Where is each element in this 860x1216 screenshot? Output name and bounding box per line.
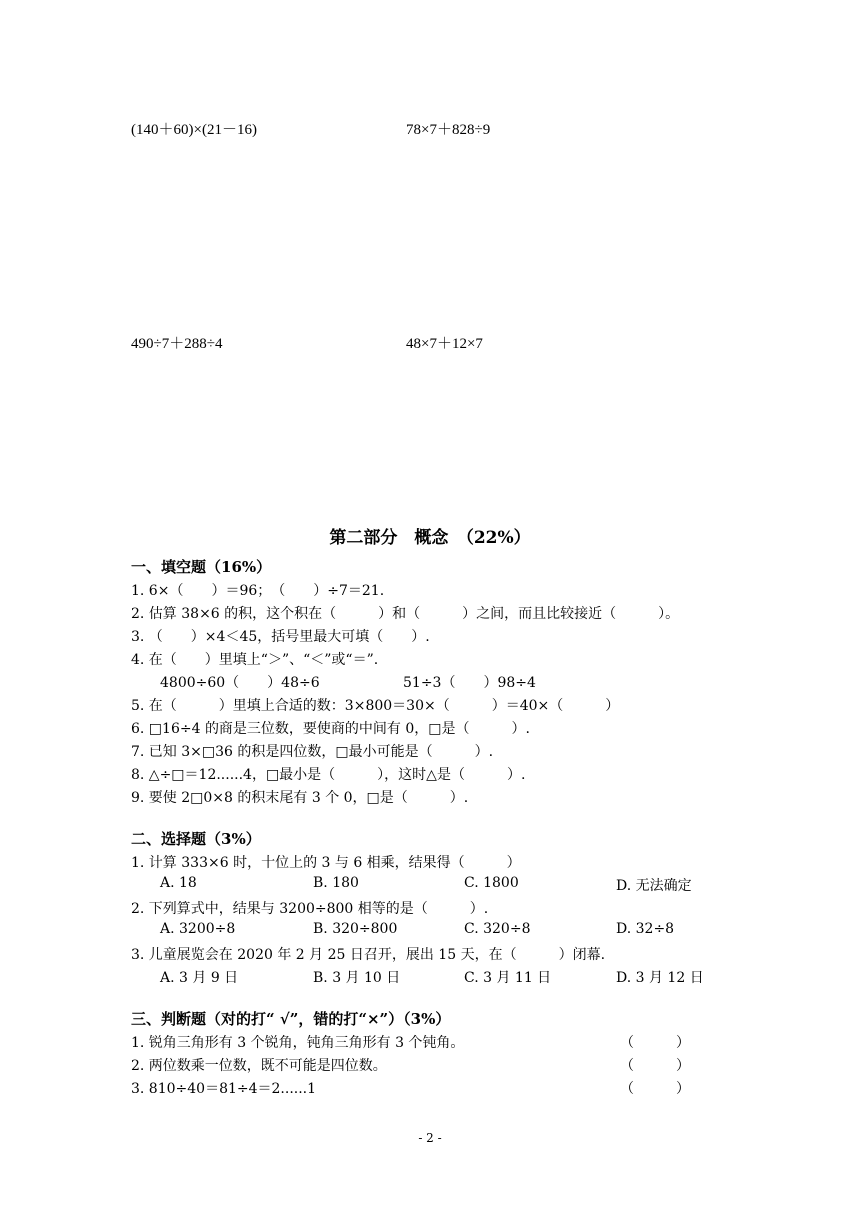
fill-item-5: 5. 在（ ）里填上合适的数：3×800＝30×（ ）＝40×（ ）	[131, 698, 620, 714]
part-title: 第二部分 概念 （22%）	[329, 528, 531, 548]
fill-item-4b: 51÷3（ ）98÷4	[403, 675, 536, 691]
fill-item-2: 2. 估算 38×6 的积，这个积在（ ）和（ ）之间，而且比较接近（ ）。	[131, 606, 680, 622]
choice-q2-opt-d: D. 32÷8	[616, 921, 675, 937]
choice-q3-opt-a: A. 3 月 9 日	[160, 970, 239, 986]
judge-item-1: 1. 锐角三角形有 3 个锐角，钝角三角形有 3 个钝角。	[131, 1035, 465, 1051]
judge-bracket-3: （ ）	[620, 1081, 690, 1097]
calc-expr-2: 78×7＋828÷9	[406, 122, 491, 138]
fill-item-1: 1. 6×（ ）＝96； （ ）÷7＝21.	[131, 583, 385, 599]
choice-q2-opt-b: B. 320÷800	[313, 921, 398, 937]
judge-heading: 三、判断题（对的打“ √”，错的打“×”）（3%）	[131, 1010, 451, 1028]
choice-q1-opt-d: D. 无法确定	[616, 878, 692, 894]
choice-q3-opt-c: C. 3 月 11 日	[464, 970, 552, 986]
fill-item-4: 4. 在（ ）里填上“＞”、“＜”或“＝”.	[131, 652, 379, 668]
choice-q3-opt-d: D. 3 月 12 日	[616, 970, 704, 986]
fill-item-6: 6. □16÷4 的商是三位数，要使商的中间有 0，□是（ ）.	[131, 721, 530, 737]
fill-item-7: 7. 已知 3×□36 的积是四位数，□最小可能是（ ）.	[131, 744, 494, 760]
calc-expr-4: 48×7＋12×7	[406, 336, 483, 352]
judge-bracket-1: （ ）	[620, 1035, 690, 1051]
choice-q1-opt-a: A. 18	[160, 875, 197, 891]
choice-q3: 3. 儿童展览会在 2020 年 2 月 25 日召开，展出 15 天，在（ ）闭幕.	[131, 947, 606, 963]
choice-q2-opt-a: A. 3200÷8	[160, 921, 236, 937]
fill-item-4a: 4800÷60（ ）48÷6	[160, 675, 320, 691]
judge-item-3: 3. 810÷40＝81÷4＝2......1	[131, 1081, 317, 1097]
fill-item-3: 3. （ ）×4＜45，括号里最大可填（ ）.	[131, 629, 430, 645]
calc-expr-1: (140＋60)×(21－16)	[131, 122, 257, 138]
choice-q1: 1. 计算 333×6 时，十位上的 3 与 6 相乘，结果得（ ）	[131, 855, 521, 871]
judge-bracket-2: （ ）	[620, 1058, 690, 1074]
choice-q3-opt-b: B. 3 月 10 日	[313, 970, 401, 986]
fill-item-8: 8. △÷□＝12......4，□最小是（ ），这时△是（ ）.	[131, 767, 526, 783]
choice-q1-opt-c: C. 1800	[464, 875, 519, 891]
choice-q1-opt-b: B. 180	[313, 875, 359, 891]
choice-q2-opt-c: C. 320÷8	[464, 921, 531, 937]
fill-heading: 一、填空题（16%）	[131, 558, 272, 576]
calc-expr-3: 490÷7＋288÷4	[131, 336, 223, 352]
choice-heading: 二、选择题（3%）	[131, 830, 261, 848]
fill-item-9: 9. 要使 2□0×8 的积末尾有 3 个 0，□是（ ）.	[131, 790, 469, 806]
judge-item-2: 2. 两位数乘一位数，既不可能是四位数。	[131, 1058, 387, 1074]
page-number: - 2 -	[418, 1131, 442, 1145]
choice-q2: 2. 下列算式中，结果与 3200÷800 相等的是（ ）.	[131, 901, 489, 917]
